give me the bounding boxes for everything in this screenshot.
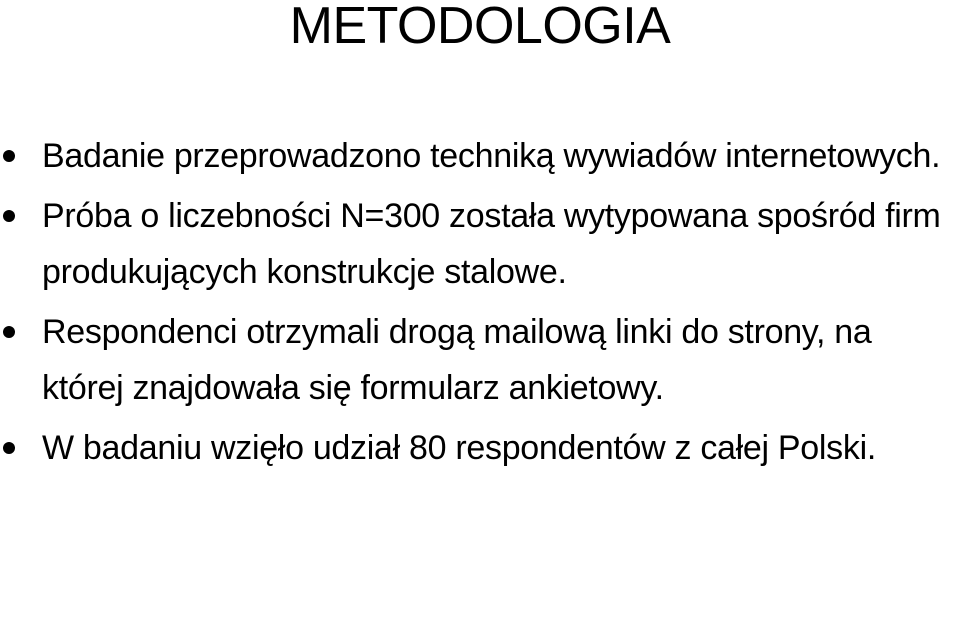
bullet-item-1 bbox=[0, 128, 960, 184]
bullet-text: Respondenci otrzymali drogą mailową linki do strony, na której znajdowała się formularz ankietowy. bbox=[42, 313, 872, 407]
bullet-icon bbox=[3, 150, 15, 162]
bullet-item-4 bbox=[0, 420, 960, 476]
bullet-item-2 bbox=[0, 188, 960, 300]
bullet-list bbox=[0, 128, 960, 476]
bullet-item-3 bbox=[0, 304, 960, 416]
bullet-text: Próba o liczebności N=300 została wytypowana spośród firm produkujących konstrukcje stalowe. bbox=[42, 197, 941, 291]
slide-title: METODOLOGIA bbox=[289, 0, 671, 55]
bullet-icon bbox=[3, 210, 15, 222]
bullet-icon bbox=[3, 442, 15, 454]
bullet-text: W badaniu wzięło udział 80 respondentów z całej Polski. bbox=[42, 429, 876, 467]
bullet-text: Badanie przeprowadzono techniką wywiadów internetowych. bbox=[42, 137, 941, 175]
bullet-icon bbox=[3, 326, 15, 338]
